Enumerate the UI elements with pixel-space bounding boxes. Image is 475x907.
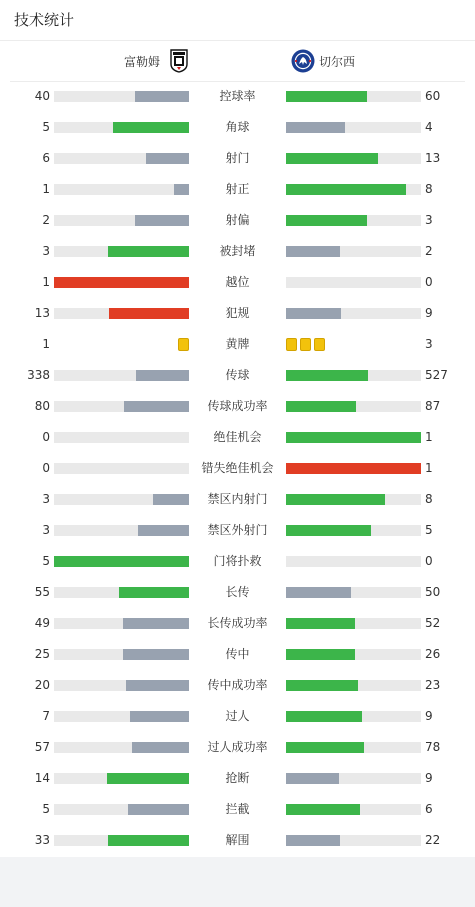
stat-row-shots-on-target xyxy=(0,174,475,205)
away-value: 527 xyxy=(425,368,448,382)
away-bar-track xyxy=(286,525,421,536)
away-value: 22 xyxy=(425,833,441,847)
home-bar-track xyxy=(54,246,189,257)
away-bar-fill xyxy=(286,91,367,102)
stat-label: 抢断 xyxy=(225,771,250,785)
home-bar-track xyxy=(54,556,189,567)
stat-row-crosses xyxy=(0,639,475,670)
home-bar-track xyxy=(54,742,189,753)
home-bar-track xyxy=(54,618,189,629)
home-bar-fill xyxy=(146,153,189,164)
away-value: 6 xyxy=(425,802,433,816)
away-bar-track xyxy=(286,835,421,846)
away-value: 52 xyxy=(425,616,441,630)
home-bar-fill xyxy=(135,215,189,226)
home-bar-track xyxy=(54,494,189,505)
away-bar-track xyxy=(286,246,421,257)
home-bar-fill xyxy=(108,246,189,257)
away-bar-track xyxy=(286,184,421,195)
stat-row-big-chances-missed xyxy=(0,453,475,484)
home-bar-fill xyxy=(123,618,189,629)
away-value: 9 xyxy=(425,306,433,320)
away-bar-track xyxy=(286,432,421,443)
away-value: 1 xyxy=(425,430,433,444)
stat-label: 越位 xyxy=(225,275,250,289)
away-bar-track xyxy=(286,277,421,288)
home-bar-fill xyxy=(153,494,189,505)
away-value: 1 xyxy=(425,461,433,475)
away-value: 87 xyxy=(425,399,441,413)
away-value: 23 xyxy=(425,678,441,692)
stat-label: 射偏 xyxy=(225,213,250,227)
stat-label: 过人成功率 xyxy=(207,740,268,754)
home-bar-fill xyxy=(123,649,189,660)
away-bar-fill xyxy=(286,711,362,722)
stat-row-dribbles xyxy=(0,701,475,732)
stat-row-clearances xyxy=(0,825,475,856)
home-bar-fill xyxy=(130,711,189,722)
stat-label: 解围 xyxy=(225,833,250,847)
away-bar-fill xyxy=(286,401,356,412)
away-bar-track xyxy=(286,308,421,319)
away-bar-fill xyxy=(286,587,351,598)
away-bar-track xyxy=(286,556,421,567)
away-bar-fill xyxy=(286,680,358,691)
stat-label: 长传 xyxy=(225,585,250,599)
away-value: 13 xyxy=(425,151,441,165)
stat-label: 错失绝佳机会 xyxy=(201,461,274,475)
home-bar-fill xyxy=(136,370,189,381)
away-yellow-cards xyxy=(286,338,325,351)
stat-row-interceptions xyxy=(0,794,475,825)
home-value: 40 xyxy=(34,89,50,103)
away-bar-fill xyxy=(286,370,368,381)
home-team-name: 富勒姆 xyxy=(123,54,160,69)
home-bar-track xyxy=(54,835,189,846)
away-bar-track xyxy=(286,742,421,753)
stat-label: 黄牌 xyxy=(225,337,250,351)
home-value: 14 xyxy=(34,771,50,785)
away-value: 9 xyxy=(425,771,433,785)
home-value: 3 xyxy=(42,523,50,537)
home-bar-track xyxy=(54,711,189,722)
stat-row-yellow-cards xyxy=(0,329,475,360)
home-bar-fill xyxy=(128,804,189,815)
home-value: 57 xyxy=(34,740,50,754)
home-value: 25 xyxy=(34,647,50,661)
away-value: 4 xyxy=(425,120,433,134)
stat-row-corners xyxy=(0,112,475,143)
stat-row-long-balls xyxy=(0,577,475,608)
stat-label: 控球率 xyxy=(219,89,256,103)
away-bar-track xyxy=(286,153,421,164)
home-value: 80 xyxy=(34,399,50,413)
fulham-crest-icon xyxy=(170,49,188,73)
home-bar-fill xyxy=(107,773,189,784)
away-bar-fill xyxy=(286,804,360,815)
home-value: 55 xyxy=(34,585,50,599)
home-bar-track xyxy=(54,184,189,195)
away-bar-track xyxy=(286,122,421,133)
home-bar-track xyxy=(54,649,189,660)
home-value: 338 xyxy=(27,368,50,382)
away-value: 3 xyxy=(425,337,433,351)
home-yellow-cards xyxy=(178,338,189,351)
home-bar-track xyxy=(54,153,189,164)
away-bar-fill xyxy=(286,494,385,505)
stat-label: 禁区内射门 xyxy=(207,492,268,506)
away-bar-track xyxy=(286,215,421,226)
home-bar-track xyxy=(54,680,189,691)
stat-row-cross-accuracy xyxy=(0,670,475,701)
stat-row-dribble-success xyxy=(0,732,475,763)
away-bar-track xyxy=(286,587,421,598)
stat-label: 传球成功率 xyxy=(207,399,268,413)
away-bar-track xyxy=(286,649,421,660)
stat-label: 被封堵 xyxy=(219,244,256,258)
away-bar-track xyxy=(286,401,421,412)
stat-row-offsides xyxy=(0,267,475,298)
stat-row-pass-accuracy xyxy=(0,391,475,422)
away-bar-fill xyxy=(286,432,421,443)
away-value: 5 xyxy=(425,523,433,537)
stat-row-shots xyxy=(0,143,475,174)
away-value: 3 xyxy=(425,213,433,227)
teams-header xyxy=(10,41,465,82)
home-bar-track xyxy=(54,773,189,784)
away-bar-fill xyxy=(286,246,340,257)
away-value: 0 xyxy=(425,275,433,289)
away-bar-fill xyxy=(286,742,364,753)
stat-label: 传中 xyxy=(225,647,250,661)
home-bar-fill xyxy=(138,525,189,536)
stat-row-passes xyxy=(0,360,475,391)
away-value: 60 xyxy=(425,89,441,103)
stat-row-big-chances xyxy=(0,422,475,453)
home-value: 5 xyxy=(42,120,50,134)
home-bar-fill xyxy=(54,556,189,567)
home-bar-track xyxy=(54,308,189,319)
yellow-card-icon xyxy=(314,338,325,351)
home-bar-track xyxy=(54,432,189,443)
away-value: 8 xyxy=(425,182,433,196)
away-bar-fill xyxy=(286,184,406,195)
stat-label: 过人 xyxy=(225,709,250,723)
stat-label: 拦截 xyxy=(225,802,250,816)
yellow-card-icon xyxy=(178,338,189,351)
stat-row-long-ball-accuracy xyxy=(0,608,475,639)
away-bar-track xyxy=(286,91,421,102)
home-bar-fill xyxy=(132,742,189,753)
away-value: 8 xyxy=(425,492,433,506)
stat-row-saves xyxy=(0,546,475,577)
home-bar-track xyxy=(54,804,189,815)
stat-row-possession xyxy=(0,81,475,112)
stat-label: 绝佳机会 xyxy=(213,430,262,444)
home-bar-track xyxy=(54,122,189,133)
away-bar-track xyxy=(286,804,421,815)
home-value: 3 xyxy=(42,244,50,258)
away-bar-fill xyxy=(286,215,367,226)
away-bar-fill xyxy=(286,773,339,784)
stat-row-shots-off-target xyxy=(0,205,475,236)
stat-label: 门将扑救 xyxy=(213,554,262,568)
home-value: 49 xyxy=(34,616,50,630)
away-bar-fill xyxy=(286,153,378,164)
home-value: 2 xyxy=(42,213,50,227)
away-bar-fill xyxy=(286,525,371,536)
chelsea-crest-icon xyxy=(291,49,315,73)
stat-label: 禁区外射门 xyxy=(207,523,268,537)
away-value: 0 xyxy=(425,554,433,568)
away-bar-fill xyxy=(286,835,340,846)
away-bar-track xyxy=(286,463,421,474)
home-bar-track xyxy=(54,370,189,381)
away-bar-track xyxy=(286,773,421,784)
stat-label: 射正 xyxy=(225,182,250,196)
home-value: 0 xyxy=(42,461,50,475)
home-team[interactable] xyxy=(124,41,188,81)
home-bar-fill xyxy=(124,401,189,412)
stat-label: 角球 xyxy=(225,120,250,134)
away-bar-fill xyxy=(286,463,421,474)
away-bar-track xyxy=(286,618,421,629)
home-bar-fill xyxy=(135,91,189,102)
away-team-name: 切尔西 xyxy=(319,54,356,69)
away-bar-track xyxy=(286,711,421,722)
page-title: 技术统计 xyxy=(14,11,75,29)
home-value: 6 xyxy=(42,151,50,165)
stat-row-tackles xyxy=(0,763,475,794)
stat-row-blocked-shots xyxy=(0,236,475,267)
home-bar-track xyxy=(54,525,189,536)
home-bar-fill xyxy=(174,184,189,195)
stat-label: 传球 xyxy=(225,368,250,382)
stat-row-shots-inside-box xyxy=(0,484,475,515)
stat-label: 传中成功率 xyxy=(207,678,268,692)
stat-row-fouls xyxy=(0,298,475,329)
away-bar-fill xyxy=(286,308,341,319)
home-bar-fill xyxy=(119,587,189,598)
away-value: 50 xyxy=(425,585,441,599)
stat-label: 长传成功率 xyxy=(207,616,268,630)
home-value: 3 xyxy=(42,492,50,506)
home-bar-fill xyxy=(54,277,189,288)
away-bar-fill xyxy=(286,618,355,629)
away-bar-track xyxy=(286,370,421,381)
home-bar-fill xyxy=(108,835,189,846)
home-value: 33 xyxy=(34,833,50,847)
away-value: 2 xyxy=(425,244,433,258)
stat-label: 犯规 xyxy=(225,306,250,320)
away-value: 9 xyxy=(425,709,433,723)
yellow-card-icon xyxy=(286,338,297,351)
home-bar-track xyxy=(54,277,189,288)
away-value: 78 xyxy=(425,740,441,754)
home-value: 20 xyxy=(34,678,50,692)
home-bar-fill xyxy=(113,122,189,133)
home-value: 13 xyxy=(34,306,50,320)
yellow-card-icon xyxy=(300,338,311,351)
home-value: 0 xyxy=(42,430,50,444)
home-value: 5 xyxy=(42,554,50,568)
away-bar-fill xyxy=(286,649,355,660)
home-value: 1 xyxy=(42,337,50,351)
away-value: 26 xyxy=(425,647,441,661)
away-team[interactable] xyxy=(291,41,355,81)
stat-row-shots-outside-box xyxy=(0,515,475,546)
home-bar-fill xyxy=(109,308,189,319)
home-bar-track xyxy=(54,463,189,474)
home-value: 5 xyxy=(42,802,50,816)
home-bar-track xyxy=(54,587,189,598)
away-bar-track xyxy=(286,494,421,505)
stat-label: 射门 xyxy=(225,151,250,165)
home-bar-track xyxy=(54,91,189,102)
away-bar-track xyxy=(286,680,421,691)
home-bar-track xyxy=(54,215,189,226)
away-bar-fill xyxy=(286,122,345,133)
home-value: 1 xyxy=(42,275,50,289)
home-bar-track xyxy=(54,401,189,412)
home-value: 7 xyxy=(42,709,50,723)
home-bar-fill xyxy=(126,680,189,691)
home-value: 1 xyxy=(42,182,50,196)
